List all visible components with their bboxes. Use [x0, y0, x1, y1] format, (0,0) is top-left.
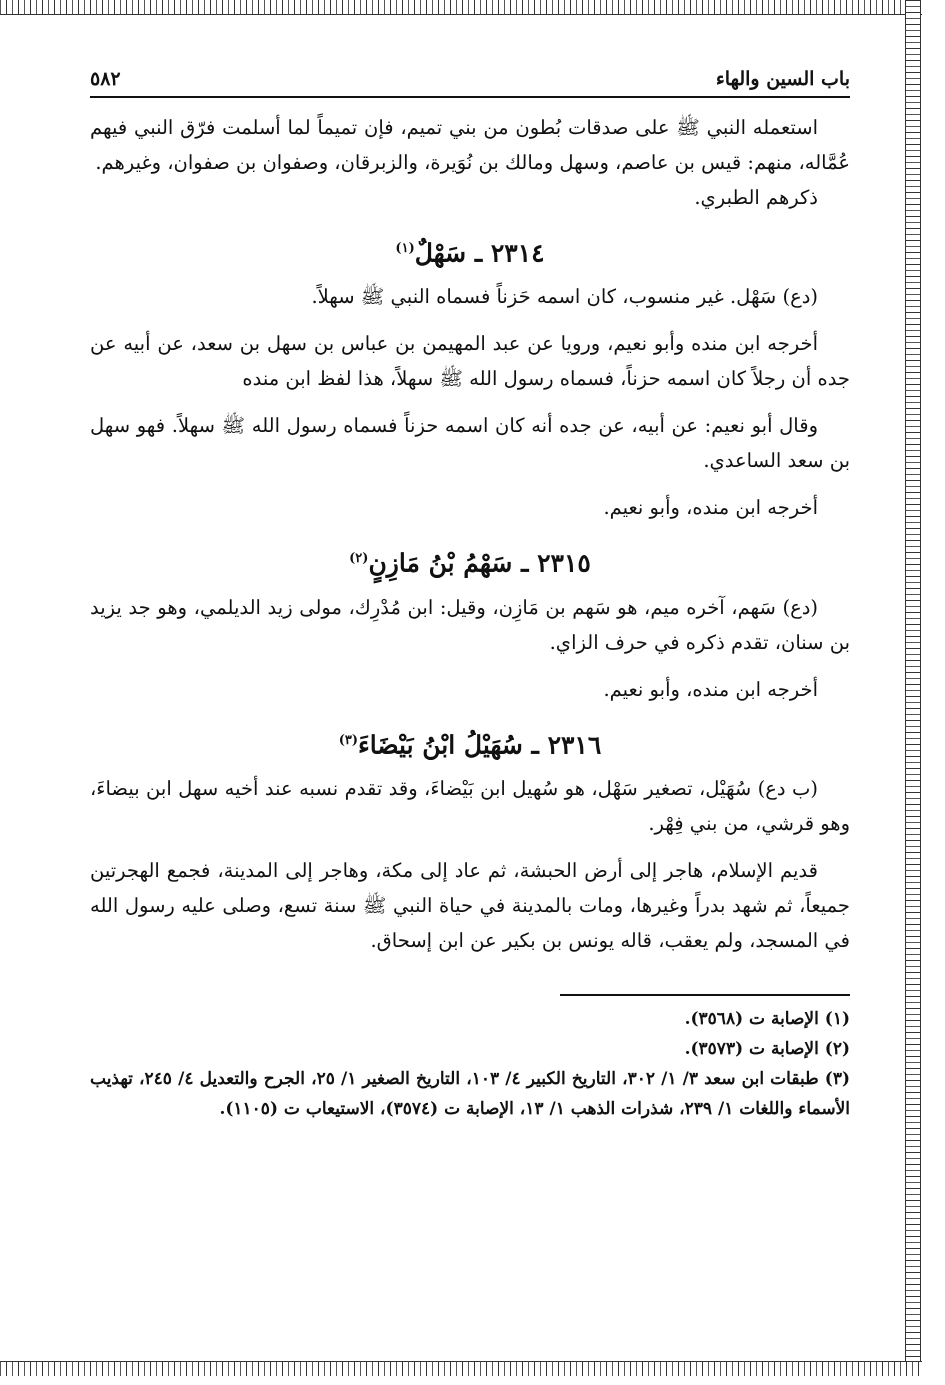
footnote-separator: [560, 994, 850, 996]
footnote-2: (٢) الإصابة ت (٣٥٧٣).: [684, 1038, 850, 1059]
footnote-3: (٣) طبقات ابن سعد ٣/ ١/ ٣٠٢، التاريخ الكبير ٤/ ١٠٣، التاريخ الصغير ١/ ٢٥، الجرح والتعديل ٤/ ٢٤٥، تهذيب الأسماء واللغات ١/ ٢٣٩، شذرات الذهب ١/ ١٣، الإصابة ت (٣٥٧٤)، الاستيعاب ت (١١٠٥).: [90, 1068, 850, 1119]
entry-heading: ٢٣١٥ ـ سَهْمُ بْنُ مَازِنٍ: [368, 548, 591, 578]
entry-paragraph: أخرجه ابن منده، وأبو نعيم.: [603, 677, 818, 701]
intro-source: ذكرهم الطبري.: [694, 186, 818, 209]
intro-paragraph: استعمله النبي ﷺ على صدقات بُطون من بني تميم، فإن تميماً لما أسلمت فرّق النبي فيهم عُمَّاله، منهم: قيس بن عاصم، وسهل ومالك بن نُوَيرة، والزبرقان، وصفوان بن صفوان، وغيرهم.: [90, 116, 850, 174]
entry-paragraph: قديم الإسلام، هاجر إلى أرض الحبشة، ثم عاد إلى مكة، وهاجر إلى المدينة، فجمع الهجرتين جميعاً، ثم شهد بدراً وغيرها، ومات بالمدينة في حياة النبي ﷺ سنة تسع، وصلى عليه رسول الله في المسجد، ولم يعقب، قاله يونس بن بكير عن ابن إسحاق.: [90, 858, 850, 952]
footnote-1: (١) الإصابة ت (٣٥٦٨).: [684, 1008, 850, 1029]
entry-paragraph: (دع) سَهم، آخره ميم، هو سَهم بن مَازِن، وقيل: ابن مُدْرِك، مولى زيد الديلمي، وهو جد يزيد بن سنان، تقدم ذكره في حرف الزاي.: [90, 595, 850, 654]
section-title: باب السين والهاء: [715, 68, 850, 90]
running-header: [90, 66, 850, 98]
entry-paragraph: أخرجه ابن منده وأبو نعيم، ورويا عن عبد المهيمن بن عباس بن سهل بن سعد، عن أبيه عن جده أن رجلاً كان اسمه حزناً، فسماه رسول الله ﷺ سهلاً، هذا لفظ ابن منده: [90, 332, 850, 391]
footnote-ref: (٣): [338, 732, 358, 748]
entry-title-2314: [90, 229, 850, 273]
entry-heading: ٢٣١٤ ـ سَهْلٌ: [414, 238, 545, 268]
entry-heading: ٢٣١٦ ـ سُهَيْلُ ابْنُ بَيْضَاءَ: [358, 729, 602, 759]
entry-title-2316: [90, 721, 850, 765]
entry-paragraph: وقال أبو نعيم: عن أبيه، عن جده أنه كان اسمه حزناً فسماه رسول الله ﷺ سهلاً. فهو سهل بن سعد الساعدي.: [90, 414, 850, 473]
footnote-ref: (٢): [349, 551, 369, 567]
page-number: ٥٨٢: [90, 68, 121, 90]
entry-paragraph: (ب دع) سُهَيْل، تصغير سَهْل، هو سُهيل ابن بَيْضاءَ، وقد تقدم نسبه عند أخيه سهل ابن بيضاءَ، وهو قرشي، من بني فِهْر.: [90, 776, 850, 835]
page-content: [90, 66, 850, 1124]
entry-paragraph: أخرجه ابن منده، وأبو نعيم.: [603, 496, 818, 520]
footnote-ref: (١): [395, 241, 415, 256]
entry-title-2315: [90, 539, 850, 583]
right-ornamental-border: [905, 0, 921, 1375]
bottom-ornamental-border: [0, 1361, 922, 1376]
entry-paragraph: (دع) سَهْل. غير منسوب، كان اسمه حَزناً فسماه النبي ﷺ سهلاً.: [311, 285, 818, 309]
top-ornamental-border: [0, 0, 922, 15]
